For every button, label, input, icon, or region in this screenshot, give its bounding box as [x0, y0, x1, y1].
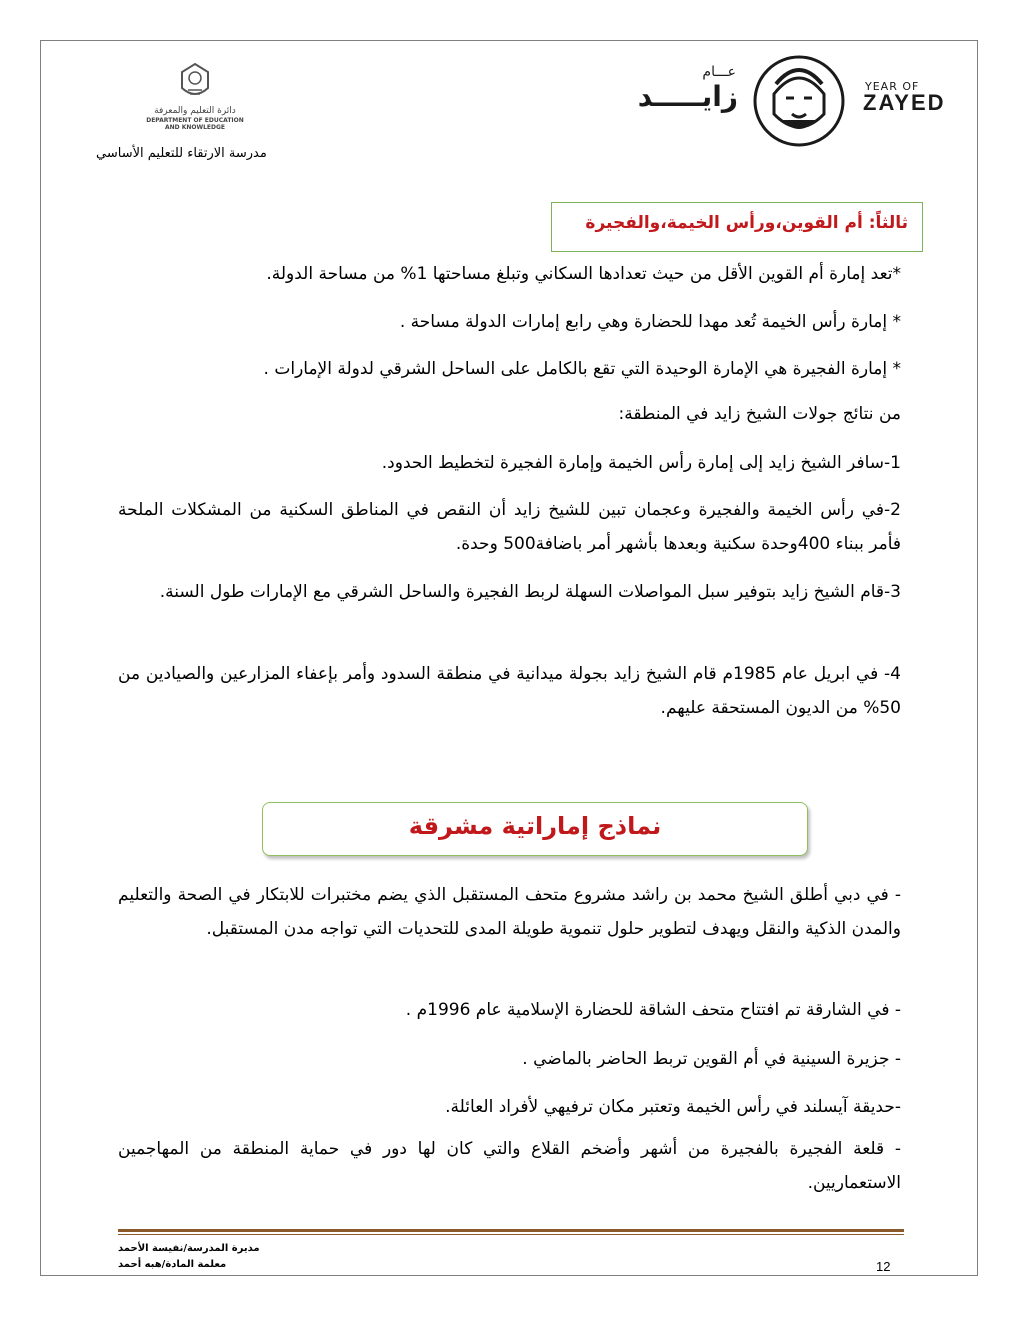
zayed-name-ar: زايـــــد — [637, 80, 738, 113]
paragraph: - قلعة الفجيرة بالفجيرة من أشهر وأضخم القلاع والتي كان لها دور في حماية المنطقة من المهاجمين الاستعماريين. — [118, 1139, 901, 1193]
doe-name-en-1: DEPARTMENT OF EDUCATION — [146, 117, 244, 124]
year-of-label: YEAR OF — [865, 80, 920, 93]
page-number: 12 — [876, 1259, 891, 1274]
year-label-ar: عـــام — [702, 64, 736, 80]
zayed-name-en: ZAYED — [863, 90, 946, 115]
paragraph: 1-سافر الشيخ زايد إلى إمارة رأس الخيمة وإمارة الفجيرة لتخطيط الحدود. — [381, 453, 901, 473]
paragraph: -حديقة آيسلند في رأس الخيمة وتعتبر مكان ترفيهي لأفراد العائلة. — [445, 1097, 901, 1117]
paragraph: - في دبي أطلق الشيخ محمد بن راشد مشروع متحف المستقبل الذي يضم مختبرات للابتكار في الصحة والتعليم والمدن الذكية والنقل ويهدف لتطوير حلول تنموية طويلة المدى للتحديات التي تواجه مدن المستقبل. — [118, 885, 901, 939]
school-name: مدرسة الارتقاء للتعليم الأساسي — [96, 146, 267, 161]
paragraph: *تعد إمارة أم القوين الأقل من حيث تعدادها السكاني وتبلغ مساحتها 1% من مساحة الدولة. — [266, 264, 901, 284]
section-title-box — [262, 802, 808, 856]
emblem-icon — [178, 62, 212, 102]
paragraph: 2-في رأس الخيمة والفجيرة وعجمان تبين للشيخ زايد أن النقص في المناطق السكنية من المشكلات الملحة فأمر ببناء 400وحدة سكنية وبعدها بأشهر أمر باضافة500 وحدة. — [118, 500, 901, 554]
footer-rule — [118, 1234, 904, 1235]
teacher-name: معلمة المادة/هبه أحمد — [118, 1259, 227, 1270]
section-title: ثالثاً: أم القوين،ورأس الخيمة،والفجيرة — [585, 213, 908, 233]
paragraph: من نتائج جولات الشيخ زايد في المنطقة: — [618, 404, 901, 424]
section-title-box — [551, 202, 923, 252]
paragraph: - جزيرة السينية في أم القوين تربط الحاضر بالماضي . — [522, 1049, 901, 1069]
paragraph: * إمارة الفجيرة هي الإمارة الوحيدة التي تقع بالكامل على الساحل الشرقي لدولة الإمارات . — [263, 359, 901, 379]
doe-logo — [110, 62, 280, 131]
paragraph: 3-قام الشيخ زايد بتوفير سبل المواصلات السهلة لربط الفجيرة والساحل الشرقي مع الإمارات طول السنة. — [159, 582, 901, 602]
doe-name-ar: دائرة التعليم والمعرفة — [154, 106, 236, 116]
section-title: نماذج إماراتية مشرقة — [408, 812, 662, 840]
paragraph: * إمارة رأس الخيمة تُعد مهدا للحضارة وهي رابع إمارات الدولة مساحة . — [399, 312, 901, 332]
principal-name: مديرة المدرسة/نفيسة الأحمد — [118, 1243, 260, 1254]
doe-name-en-2: AND KNOWLEDGE — [164, 124, 226, 131]
zayed-portrait-icon — [752, 54, 846, 148]
paragraph: - في الشارقة تم افتتاح متحف الشاقة للحضارة الإسلامية عام 1996م . — [405, 1000, 901, 1020]
paragraph: 4- في ابريل عام 1985م قام الشيخ زايد بجولة ميدانية في منطقة السدود وأمر بإعفاء المزارعين والصيادين من 50% من الديون المستحقة عليهم. — [118, 664, 901, 718]
footer-rule — [118, 1229, 904, 1232]
